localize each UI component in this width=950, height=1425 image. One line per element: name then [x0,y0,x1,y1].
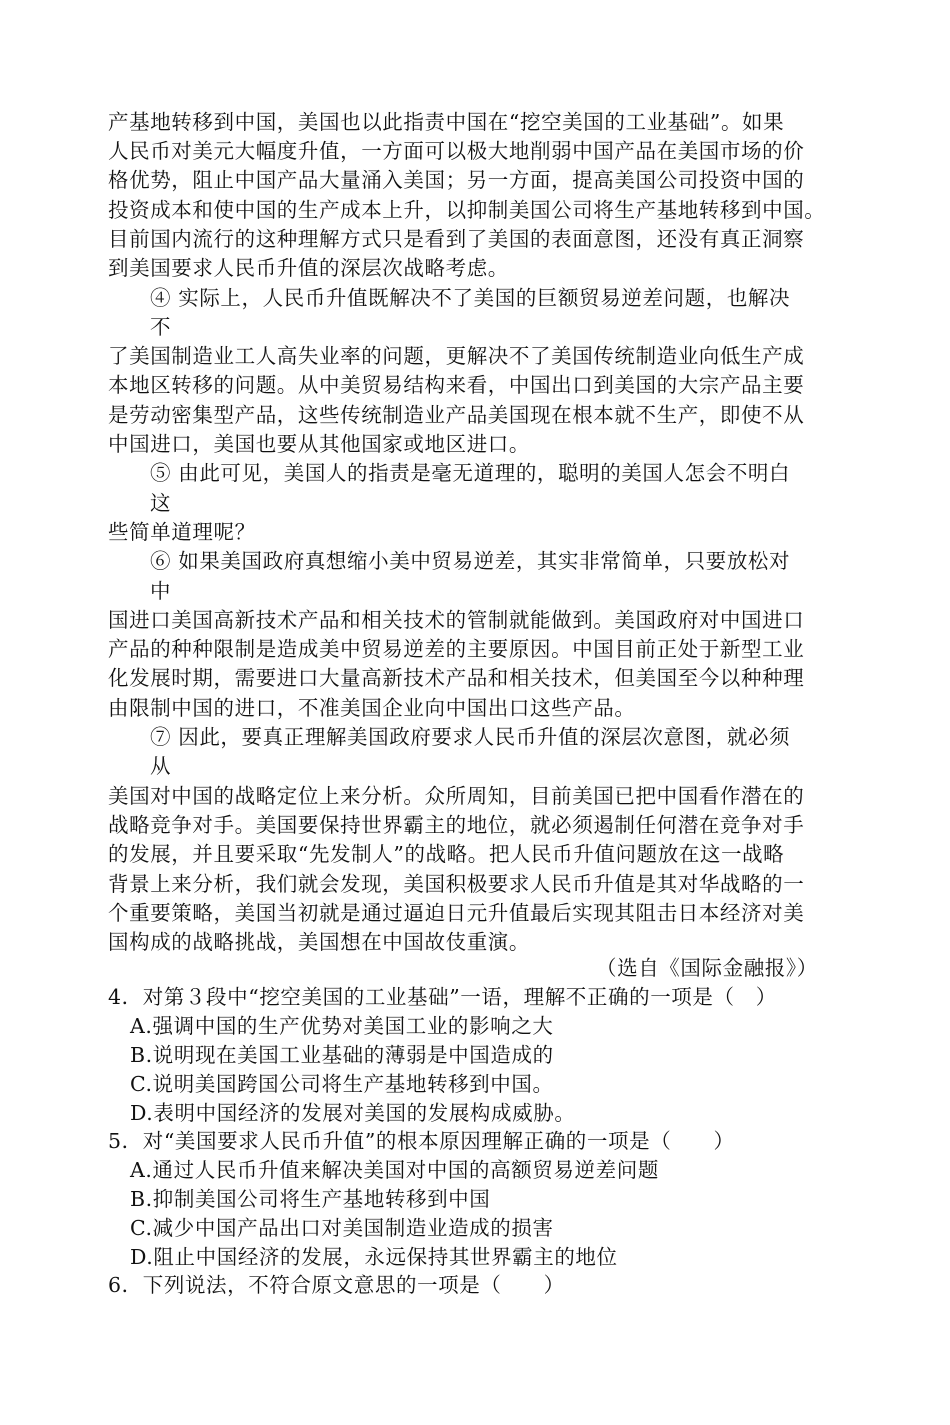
passage-line: 中国进口，美国也要从其他国家或地区进口。 [108,432,530,456]
passage-line: 化发展时期，需要进口大量高新技术产品和相关技术，但美国至今以种种理 [108,666,805,690]
question-5-option-c: C.减少中国产品出口对美国制造业造成的损害 [130,1216,554,1240]
question-4-stem: 4．对第３段中“挖空美国的工业基础”一语，理解不正确的一项是（ ） [108,985,777,1009]
passage-line: 国构成的战略挑战，美国想在中国故伎重演。 [108,930,530,954]
question-5-option-b: B.抑制美国公司将生产基地转移到中国 [130,1187,491,1211]
passage-line: 是劳动密集型产品，这些传统制造业产品美国现在根本就不生产，即使不从 [108,403,805,427]
question-4-option-b: B.说明现在美国工业基础的薄弱是中国造成的 [130,1043,554,1067]
question-4-option-a: A.强调中国的生产优势对美国工业的影响之大 [130,1014,554,1038]
question-5-option-a: A.通过人民币升值来解决美国对中国的高额贸易逆差问题 [130,1158,659,1182]
passage-line: 由限制中国的进口，不准美国企业向中国出口这些产品。 [108,696,636,720]
passage-line: 美国对中国的战略定位上来分析。众所周知，目前美国已把中国看作潜在的 [108,784,805,808]
passage-line: 本地区转移的问题。从中美贸易结构来看，中国出口到美国的大宗产品主要 [108,373,805,397]
question-4-option-c: C.说明美国跨国公司将生产基地转移到中国。 [130,1072,554,1096]
passage-line: 产品的种种限制是造成美中贸易逆差的主要原因。中国目前正处于新型工业 [108,637,805,661]
passage-line: 格优势，阻止中国产品大量涌入美国；另一方面，提高美国公司投资中国的 [108,168,805,192]
paragraph-5-start: ⑤ 由此可见，美国人的指责是毫无道理的，聪明的美国人怎会不明白 [150,461,791,485]
passage-line: 背景上来分析，我们就会发现，美国积极要求人民币升值是其对华战略的一 [108,872,805,896]
paragraph-6-start: ⑥ 如果美国政府真想缩小美中贸易逆差，其实非常简单，只要放松对 [150,549,791,573]
passage-line: 这 [150,491,172,515]
passage-line: 中 [150,579,172,603]
question-5-stem: 5．对“美国要求人民币升值”的根本原因理解正确的一项是（ ） [108,1129,735,1153]
passage-line: 人民币对美元大幅度升值，一方面可以极大地削弱中国产品在美国市场的价 [108,139,805,163]
passage-line: 到美国要求人民币升值的深层次战略考虑。 [108,256,509,280]
passage-line: 产基地转移到中国，美国也以此指责中国在“挖空美国的工业基础”。如果 [108,110,785,134]
passage-line: 个重要策略，美国当初就是通过逼迫日元升值最后实现其阻击日本经济对美 [108,901,805,925]
passage-line: 从 [150,754,172,778]
passage-line: 投资成本和使中国的生产成本上升，以抑制美国公司将生产基地转移到中国。 [108,198,826,222]
passage-line: 的发展，并且要采取“先发制人”的战略。把人民币升值问题放在这一战略 [108,842,785,866]
source-citation: （选自《国际金融报》） [596,956,818,980]
question-5-option-d: D.阻止中国经济的发展，永远保持其世界霸主的地位 [130,1245,618,1269]
passage-line: 目前国内流行的这种理解方式只是看到了美国的表面意图，还没有真正洞察 [108,227,805,251]
paragraph-4-start: ④ 实际上，人民币升值既解决不了美国的巨额贸易逆差问题，也解决 [150,286,791,310]
question-6-stem: 6．下列说法，不符合原文意思的一项是（ ） [108,1273,565,1297]
question-4-option-d: D.表明中国经济的发展对美国的发展构成威胁。 [130,1101,576,1125]
passage-line: 不 [150,315,172,339]
paragraph-7-start: ⑦ 因此，要真正理解美国政府要求人民币升值的深层次意图，就必须 [150,725,791,749]
passage-line: 战略竞争对手。美国要保持世界霸主的地位，就必须遏制任何潜在竞争对手 [108,813,805,837]
passage-line: 些简单道理呢？ [108,520,256,544]
passage-line: 国进口美国高新技术产品和相关技术的管制就能做到。美国政府对中国进口 [108,608,805,632]
passage-line: 了美国制造业工人高失业率的问题，更解决不了美国传统制造业向低生产成 [108,344,805,368]
